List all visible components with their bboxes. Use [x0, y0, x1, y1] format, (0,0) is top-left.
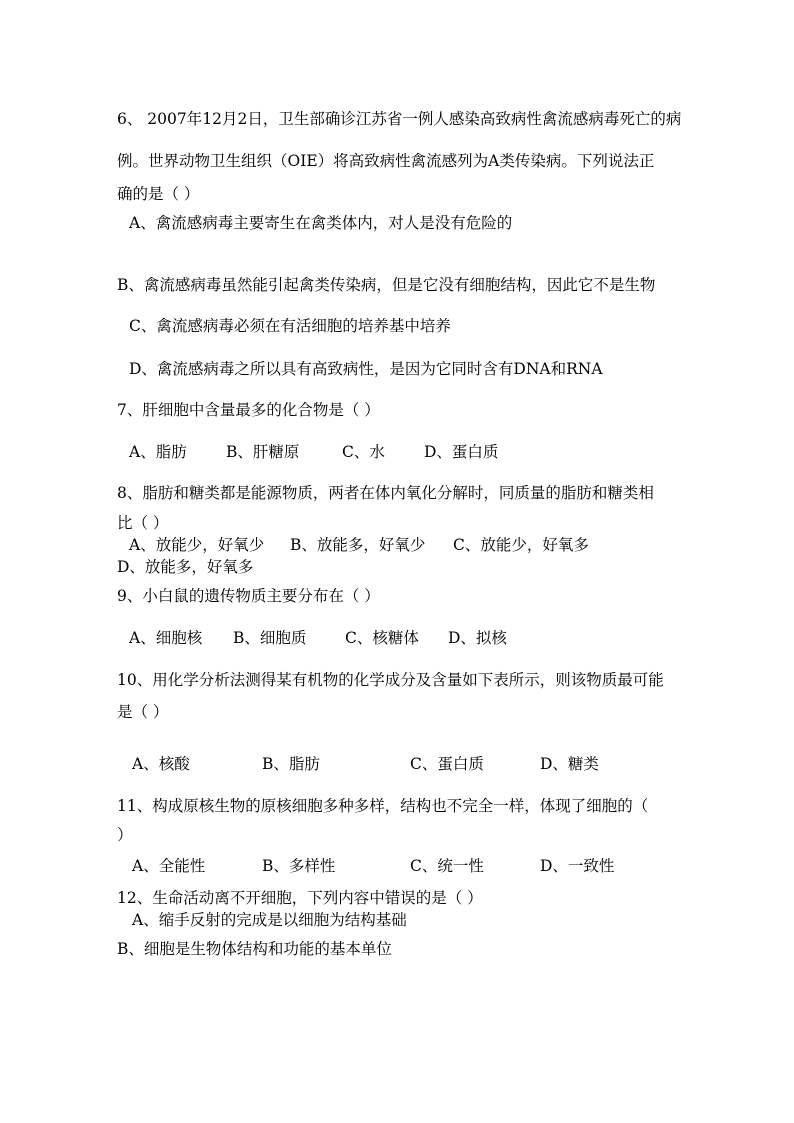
q9-option-d: D、拟核	[448, 629, 507, 647]
q7-stem-line1: 7、肝细胞中含量最多的化合物是（ ）	[117, 401, 380, 419]
q11-stem-line1: 11、构成原核生物的原核细胞多种多样，结构也不完全一样，体现了细胞的（	[117, 797, 649, 815]
q7-option-b: B、肝糖原	[226, 443, 300, 461]
q8-stem-line2: 比（ ）	[117, 514, 169, 532]
q7-option-c: C、水	[342, 443, 385, 461]
q8-stem-line1: 8、脂肪和糖类都是能源物质，两者在体内氧化分解时，同质量的脂肪和糖类相	[117, 484, 654, 502]
q9-stem-line1: 9、小白鼠的遗传物质主要分布在（ ）	[117, 587, 380, 605]
q12-option-a: A、缩手反射的完成是以细胞为结构基础	[132, 911, 407, 929]
q11-stem-line2: ）	[117, 826, 133, 844]
q10-option-b: B、脂肪	[262, 755, 320, 773]
q10-stem-line2: 是（ ）	[117, 703, 169, 721]
q11-option-a: A、全能性	[132, 857, 206, 875]
q9-option-c: C、核糖体	[345, 629, 419, 647]
q8-option-c: C、放能少，好氧多	[453, 536, 589, 554]
q6-stem-line3: 确的是（ ）	[117, 185, 200, 203]
q8-option-b: B、放能多，好氧少	[290, 536, 426, 554]
q9-option-a: A、细胞核	[129, 629, 203, 647]
q6-option-c: C、禽流感病毒必须在有活细胞的培养基中培养	[129, 317, 451, 335]
q9-option-b: B、细胞质	[233, 629, 307, 647]
q6-option-d: D、禽流感病毒之所以具有高致病性，是因为它同时含有DNA和RNA	[129, 360, 603, 378]
q11-option-d: D、一致性	[540, 857, 615, 875]
q6-option-a: A、禽流感病毒主要寄生在禽类体内，对人是没有危险的	[129, 214, 513, 232]
q6-option-b: B、禽流感病毒虽然能引起禽类传染病，但是它没有细胞结构，因此它不是生物	[117, 276, 656, 294]
q6-stem-line2: 例。世界动物卫生组织（OIE）将高致病性禽流感列为A类传染病。下列说法正	[117, 152, 655, 170]
q6-stem-line1: 6、 2007年12月2日，卫生部确诊江苏省一例人感染高致病性禽流感病毒死亡的病	[117, 110, 682, 128]
q12-stem-line1: 12、生命活动离不开细胞，下列内容中错误的是（ ）	[117, 889, 483, 907]
q7-option-a: A、脂肪	[129, 443, 187, 461]
q10-option-a: A、核酸	[132, 755, 190, 773]
q7-option-d: D、蛋白质	[424, 443, 499, 461]
q12-option-b: B、细胞是生物体结构和功能的基本单位	[117, 940, 392, 958]
q10-option-c: C、蛋白质	[410, 755, 484, 773]
q10-option-d: D、糖类	[540, 755, 599, 773]
q11-option-c: C、统一性	[410, 857, 484, 875]
q10-stem-line1: 10、用化学分析法测得某有机物的化学成分及含量如下表所示，则该物质最可能	[117, 671, 664, 689]
q11-option-b: B、多样性	[262, 857, 336, 875]
q8-option-d: D、放能多，好氧多	[117, 558, 254, 576]
q8-option-a: A、放能少，好氧少	[129, 536, 265, 554]
